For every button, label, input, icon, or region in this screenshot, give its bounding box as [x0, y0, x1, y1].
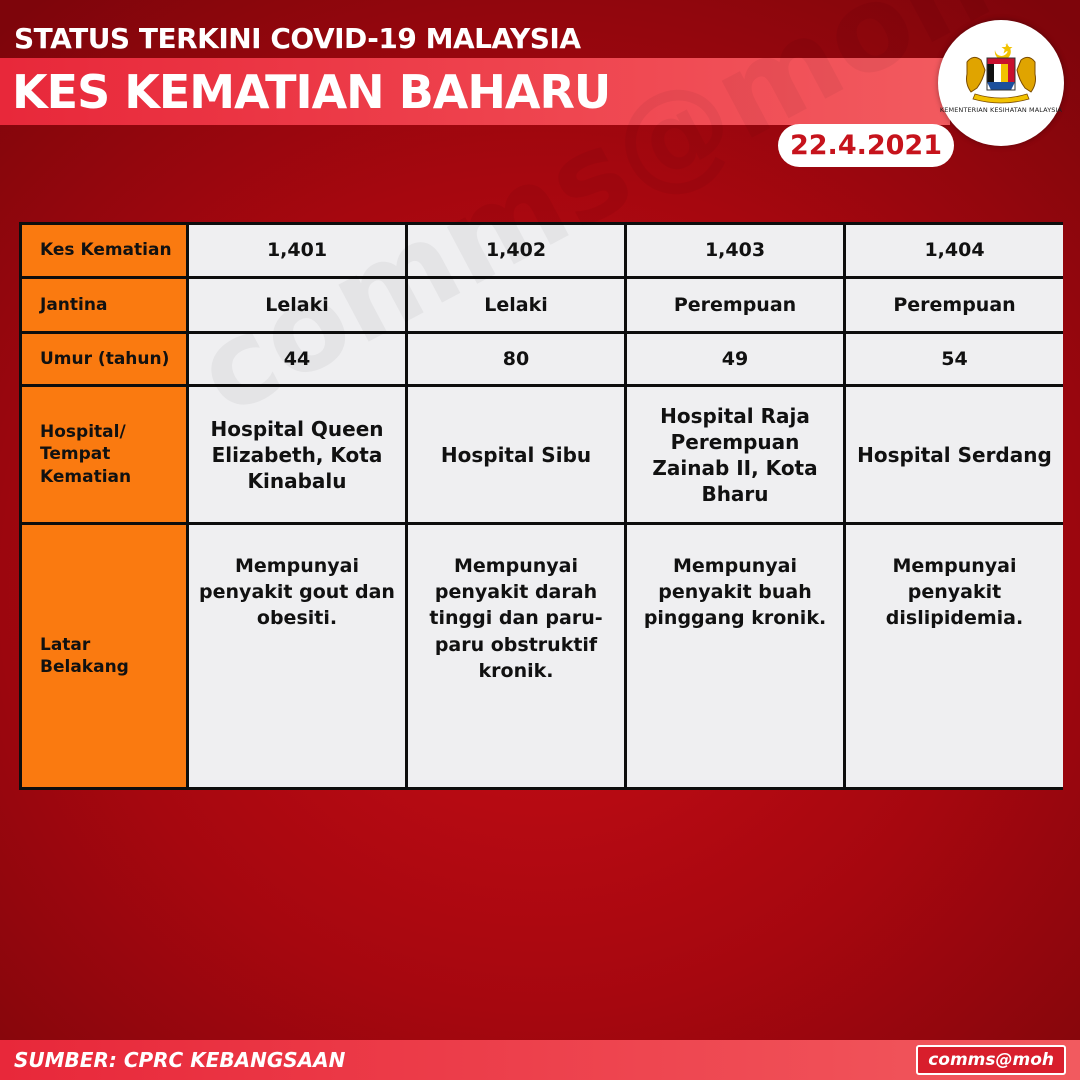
row-label-case: Kes Kematian [22, 225, 186, 276]
footer-bar [0, 1040, 1080, 1080]
age-cell: 44 [189, 334, 405, 384]
hospital-cell: Hospital Serdang [846, 387, 1063, 522]
case-number-cell: 1,404 [846, 225, 1063, 276]
background-cell: Mempunyai penyakit darah tinggi dan paru-paru obstruktif kronik. [408, 525, 624, 787]
date-badge: 22.4.2021 [778, 124, 954, 167]
age-cell: 49 [627, 334, 843, 384]
title-banner [0, 58, 950, 125]
hospital-cell: Hospital Sibu [408, 387, 624, 522]
gender-cell: Lelaki [189, 279, 405, 331]
row-label-background: Latar Belakang [22, 525, 186, 787]
row-label-hospital: Hospital/ Tempat Kematian [22, 387, 186, 522]
gender-cell: Lelaki [408, 279, 624, 331]
moh-logo [938, 20, 1064, 146]
source-credit: SUMBER: CPRC KEBANGSAAN [14, 1048, 346, 1072]
logo-caption: KEMENTERIAN KESIHATAN MALAYSIA [939, 106, 1063, 114]
header-subtitle: STATUS TERKINI COVID-19 MALAYSIA [14, 22, 581, 55]
hospital-cell: Hospital Raja Perempuan Zainab II, Kota Bharu [627, 387, 843, 522]
age-cell: 54 [846, 334, 1063, 384]
background-cell: Mempunyai penyakit buah pinggang kronik. [627, 525, 843, 787]
case-number-cell: 1,401 [189, 225, 405, 276]
death-cases-table [19, 222, 1063, 790]
page-title: KES KEMATIAN BAHARU [12, 65, 611, 119]
background-cell: Mempunyai penyakit dislipidemia. [846, 525, 1063, 787]
age-cell: 80 [408, 334, 624, 384]
case-number-cell: 1,402 [408, 225, 624, 276]
gender-cell: Perempuan [846, 279, 1063, 331]
row-label-age: Umur (tahun) [22, 334, 186, 384]
gender-cell: Perempuan [627, 279, 843, 331]
hospital-cell: Hospital Queen Elizabeth, Kota Kinabalu [189, 387, 405, 522]
malaysia-coat-of-arms-icon [961, 40, 1041, 104]
background-cell: Mempunyai penyakit gout dan obesiti. [189, 525, 405, 787]
case-number-cell: 1,403 [627, 225, 843, 276]
comms-tag: comms@moh [916, 1045, 1066, 1075]
row-label-gender: Jantina [22, 279, 186, 331]
